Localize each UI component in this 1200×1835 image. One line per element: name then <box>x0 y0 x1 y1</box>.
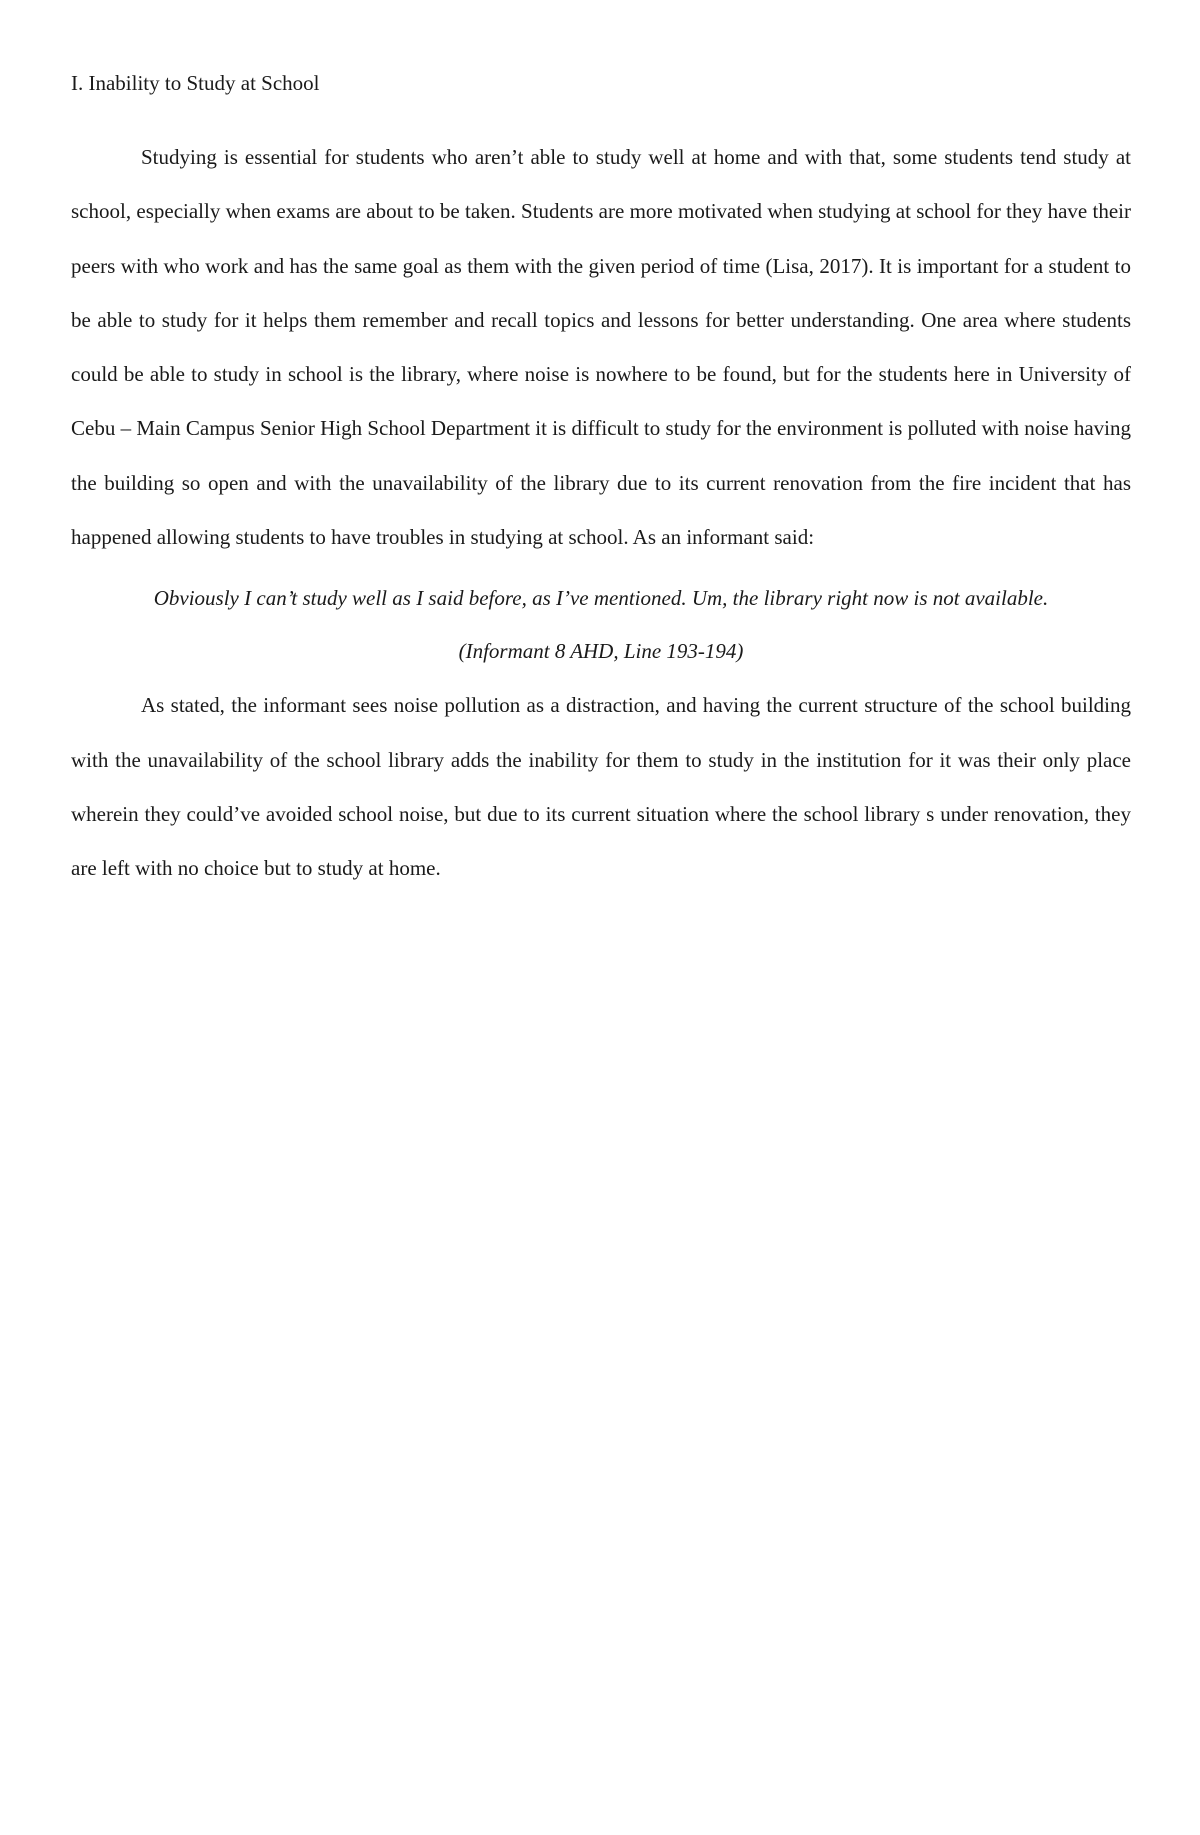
section-heading: I. Inability to Study at School <box>71 71 320 95</box>
block-quote <box>71 572 1131 678</box>
document-body <box>71 70 1131 896</box>
paragraph-intro: Studying is essential for students who aren’t able to study well at home and with that, some students tend study at school, especially when exams are about to be taken. Students are more motivated when studying at school for they have their peers with who work and has the same goal as them with the given period of time (Lisa, 2017). It is important for a student to be able to study for it helps them remember and recall topics and lessons for better understanding. One area where students could be able to study in school is the library, where noise is nowhere to be found, but for the students here in University of Cebu – Main Campus Senior High School Department it is difficult to study for the environment is polluted with noise having the building so open and with the unavailability of the library due to its current renovation from the fire incident that has happened allowing students to have troubles in studying at school. As an informant said: <box>71 145 1131 550</box>
quote-citation: (Informant 8 AHD, Line 193-194) <box>458 639 744 664</box>
paragraph-analysis: As stated, the informant sees noise pollution as a distraction, and having the current structure of the school building with the unavailability of the school library adds the inability for them to study in the institution for it was their only place wherein they could’ve avoided school noise, but due to its current situation where the school library s under renovation, they are left with no choice but to study at home. <box>71 693 1131 881</box>
quote-text: Obviously I can’t study well as I said before, as I’ve mentioned. Um, the library right now is not available. <box>153 586 1049 611</box>
